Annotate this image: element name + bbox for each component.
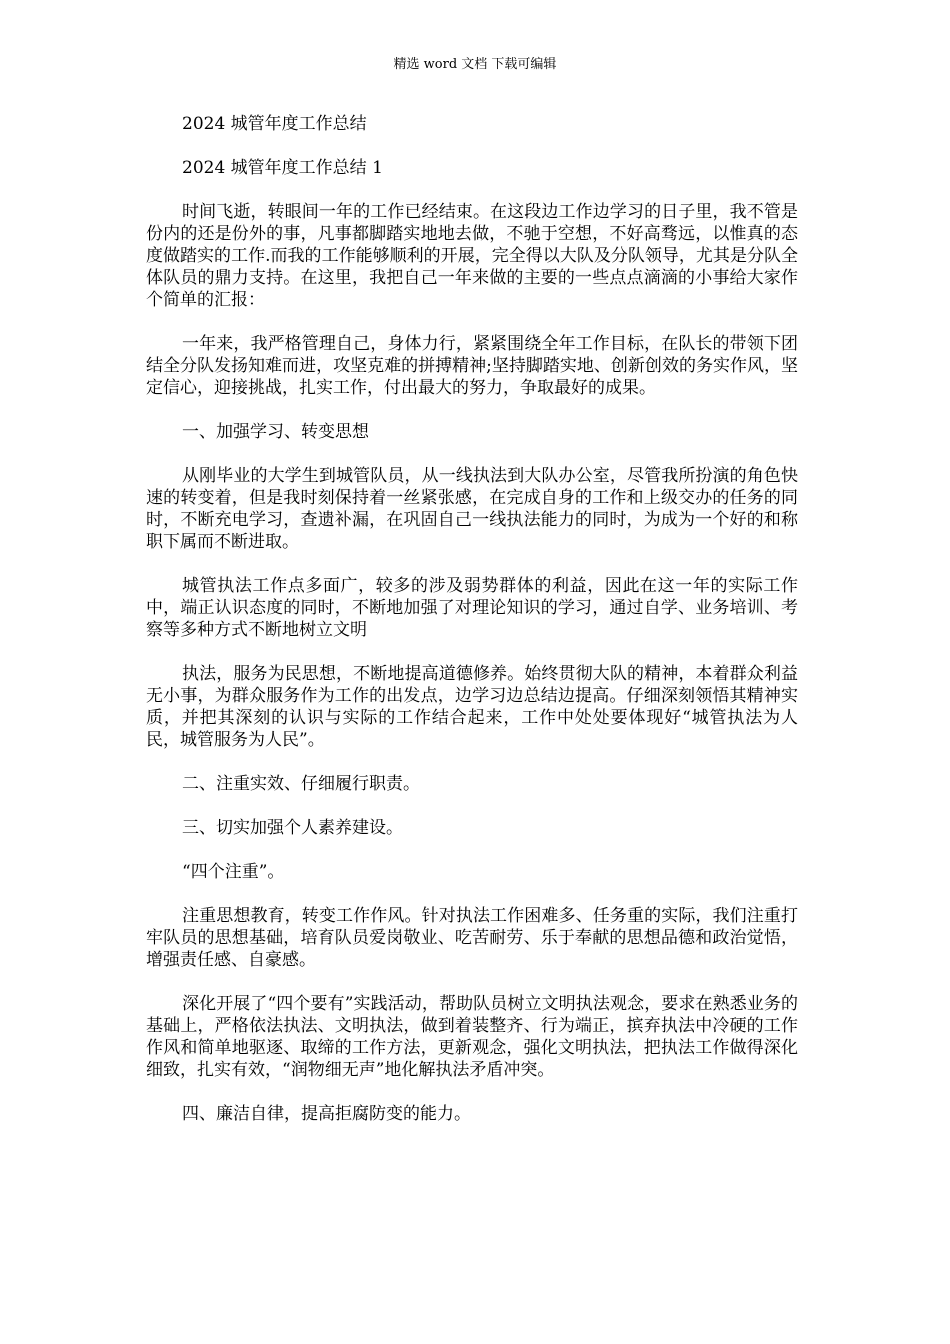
paragraph-study-1: 从刚毕业的大学生到城管队员，从一线执法到大队办公室，尽管我所扮演的角色快速的转变着，但是我时刻保持着一丝紧张感，在完成自身的工作和上级交办的任务的同时，不断充电学习，查遗补漏，在巩固自己一线执法能力的同时，为成为一个好的和称职下属而不断进取。 <box>146 466 798 552</box>
document-title: 2024 城管年度工作总结 <box>182 114 367 134</box>
heading-section-1: 一、加强学习、转变思想 <box>182 422 369 442</box>
heading-section-4: 四、廉洁自律，提高拒腐防变的能力。 <box>182 1104 471 1124</box>
paragraph-study-2: 城管执法工作点多面广，较多的涉及弱势群体的利益，因此在这一年的实际工作中，端正认识态度的同时，不断地加强了对理论知识的学习，通过自学、业务培训、考察等多种方式不断地树立文明 <box>146 576 798 640</box>
page-header: 精选 word 文档 下载可编辑 <box>393 57 557 72</box>
paragraph-practice: 深化开展了“四个要有”实践活动，帮助队员树立文明执法观念，要求在熟悉业务的基础上，严格依法执法、文明执法，做到着装整齐、行为端正，摈弃执法中冷硬的工作作风和简单地驱逐、取缔的工作方法，更新观念，强化文明执法，把执法工作做得深化细致，扎实有效，“润物细无声”地化解执法矛盾冲突。 <box>146 994 798 1080</box>
document-body <box>146 113 798 1147</box>
heading-four-focus: “四个注重”。 <box>182 862 285 882</box>
heading-section-3: 三、切实加强个人素养建设。 <box>182 818 403 838</box>
paragraph-overview: 一年来，我严格管理自己，身体力行，紧紧围绕全年工作目标，在队长的带领下团结全分队发扬知难而进，攻坚克难的拼搏精神;坚持脚踏实地、创新创效的务实作风，坚定信心，迎接挑战，扎实工作，付出最大的努力，争取最好的成果。 <box>146 334 798 398</box>
paragraph-ideology: 注重思想教育，转变工作作风。针对执法工作困难多、任务重的实际，我们注重打牢队员的思想基础，培育队员爱岗敬业、吃苦耐劳、乐于奉献的思想品德和政治觉悟，增强责任感、自豪感。 <box>146 906 798 970</box>
paragraph-intro: 时间飞逝，转眼间一年的工作已经结束。在这段边工作边学习的日子里，我不管是份内的还是份外的事，凡事都脚踏实地地去做，不驰于空想，不好高骛远，以惟真的态度做踏实的工作.而我的工作能够顺利的开展，完全得以大队及分队领导，尤其是分队全体队员的鼎力支持。在这里，我把自己一年来做的主要的一些点点滴滴的小事给大家作个简单的汇报： <box>146 202 798 310</box>
heading-section-2: 二、注重实效、仔细履行职责。 <box>182 774 420 794</box>
section-subtitle: 2024 城管年度工作总结 1 <box>182 158 383 178</box>
paragraph-study-3: 执法，服务为民思想，不断地提高道德修养。始终贯彻大队的精神，本着群众利益无小事，为群众服务作为工作的出发点，边学习边总结边提高。仔细深刻领悟其精神实质，并把其深刻的认识与实际的工作结合起来，工作中处处要体现好“城管执法为人民，城管服务为人民”。 <box>146 664 798 750</box>
